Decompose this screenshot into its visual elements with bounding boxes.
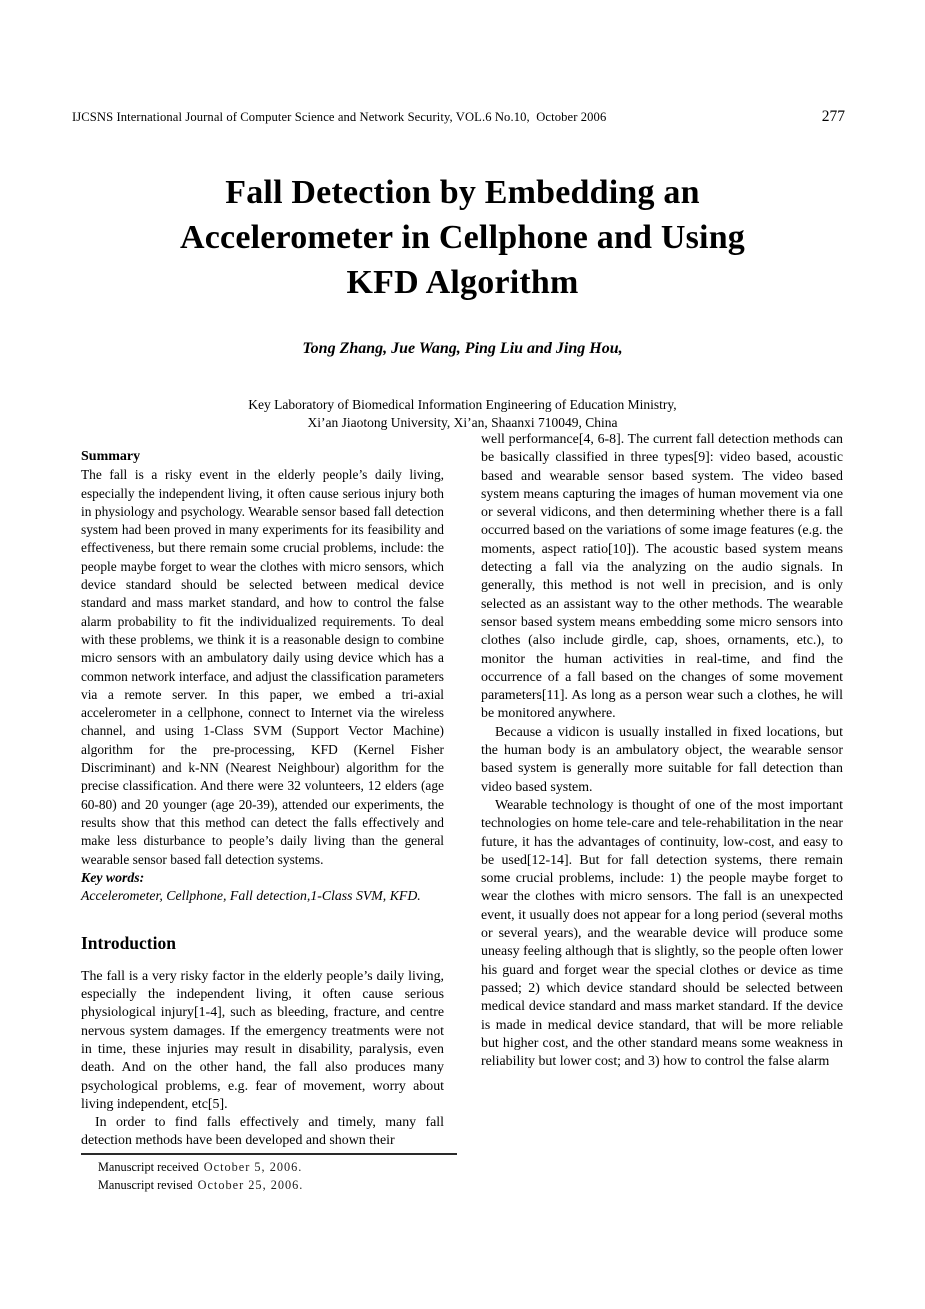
manuscript-received-line [81,1159,457,1177]
body-paragraph: Because a vidicon is usually installed in fixed locations, but the human body is an ambulatory object, the wearable sensor based system is generally more suitable for fall detection than video based system. [481,724,843,795]
paper-title-line-3: KFD Algorithm [346,264,579,301]
keywords-text: Accelerometer, Cellphone, Fall detection,1-Class SVM, KFD. [81,888,421,904]
page-number: 277 [821,108,845,125]
manuscript-received-date: October 5, 2006. [203,1160,303,1174]
manuscript-revised-date: October 25, 2006. [197,1177,304,1192]
paper-title [0,170,925,305]
summary-text: The fall is a risky event in the elderly people’s daily living, especially the independent living, it often cause serious injury both in physiology and psychology. Wearable sensor based fall detection system had been proved in many experiments for its feasibility and effectiveness, but there remain some crucial problems, include: the people maybe forget to wear the clothes with micro sensors, which device standard should be selected between medical device standard and mass market standard, and how to control the false alarm probability to fit the individualized requirements. To deal with these problems, we think it is a reasonable design to combine micro sensors with an ambulatory daily using device which has a common network interface, and adjust the classification parameters via a remote server. In this paper, we embed a tri-axial accelerometer in a cellphone, connect to Internet via the wireless channel, and using 1-Class SVM (Support Vector Machine) algorithm for the pre-processing, KFD (Kernel Fisher Discriminant) and k-NN (Nearest Neighbour) algorithm for the precise classification. And there were 32 volunteers, 12 elders (age 60-80) and 20 younger (age 20-39), attended our experiments, the results show that this method can detect the falls effectively and make less disturbance to people’s daily living than the general wearable sensor based fall detection systems. [81,467,444,867]
journal-name: IJCSNS International Journal of Computer Science and Network Security, VOL.6 No.10, October 2006 [72,110,607,124]
running-head [72,108,845,126]
paper-title-line-2: Accelerometer in Cellphone and Using [179,219,745,256]
introduction-paragraph: The fall is a very risky factor in the elderly people’s daily living, especially the independent living, it often cause serious physiological injury[1-4], such as bleeding, fracture, and centre nervous system damages. If the emergency treatments were not in time, these injuries may result in disability, paralysis, even death. And on the other hand, the fall also produces many psychological problems, e.g. fear of movement, worry about living independent, etc[5]. [81,968,444,1112]
affiliation-line-1: Key Laboratory of Biomedical Information Engineering of Education Ministry, [248,397,677,412]
affiliation-line-2: Xi’an Jiaotong University, Xi’an, Shaanxi 710049, China [307,414,618,430]
introduction-heading: Introduction [81,933,176,954]
authors-line: Tong Zhang, Jue Wang, Ping Liu and Jing Hou, [302,340,623,357]
keywords-heading: Key words: [81,869,145,885]
manuscript-revised-label: Manuscript revised [98,1177,193,1192]
body-paragraph: well performance[4, 6-8]. The current fall detection methods can be basically classified in three types[9]: video based, acoustic based and wearable sensor based system. The video based system means capturing the images of human movement via one or several vidicons, and then determining whether there is a fall occurred based on the variations of some image features (e.g. the moments, aspect ratio[10]). The acoustic based system means detecting a fall via the analyzing on the audio signals. In generally, this method is not well in precision, and is only selected as an assistant way to the other methods. The wearable sensor based system means embedding some micro sensors into clothes (also include girdle, cap, shoes, ornaments, etc.), to monitor the human activities in real-time, and find the occurrence of a fall based on the changes of some movement parameters[11]. As long as a person wear such a clothes, he will be monitored anywhere. [481,432,843,722]
manuscript-revised-line [81,1177,457,1195]
right-column [481,431,843,1071]
left-column [81,448,444,1151]
footnote [81,1153,457,1194]
body-paragraph: Wearable technology is thought of one of the most important technologies on home tele-care and tele-rehabilitation in the near future, it has the advantages of continuity, low-cost, and easy to be used[12-14]. But for fall detection systems, there remain some crucial problems, include: 1) the people maybe forget to wear the clothes with micro sensors. The fall is an unexpected event, it usually does not appear for a long period (several moths or several years), and the wearable device will produce some uneasy feeling although that is slightly, so the people often lower his guard and forget wear the special clothes or device as time passed; 2) which device standard should be selected between medical device standard and mass market standard. If the device is made in medical device standard, that will be more reliable but higher cost, and the other standard means some weakness in reliability but lower cost; and 3) how to control the false alarm [481,797,843,1070]
affiliation [0,396,925,431]
paper-title-line-1: Fall Detection by Embedding an [225,174,700,211]
manuscript-received-label: Manuscript received [98,1160,199,1174]
introduction-paragraph: In order to find falls effectively and timely, many fall detection methods have been developed and shown their [81,1115,444,1149]
footnote-divider [81,1153,457,1155]
summary-heading: Summary [81,449,141,464]
